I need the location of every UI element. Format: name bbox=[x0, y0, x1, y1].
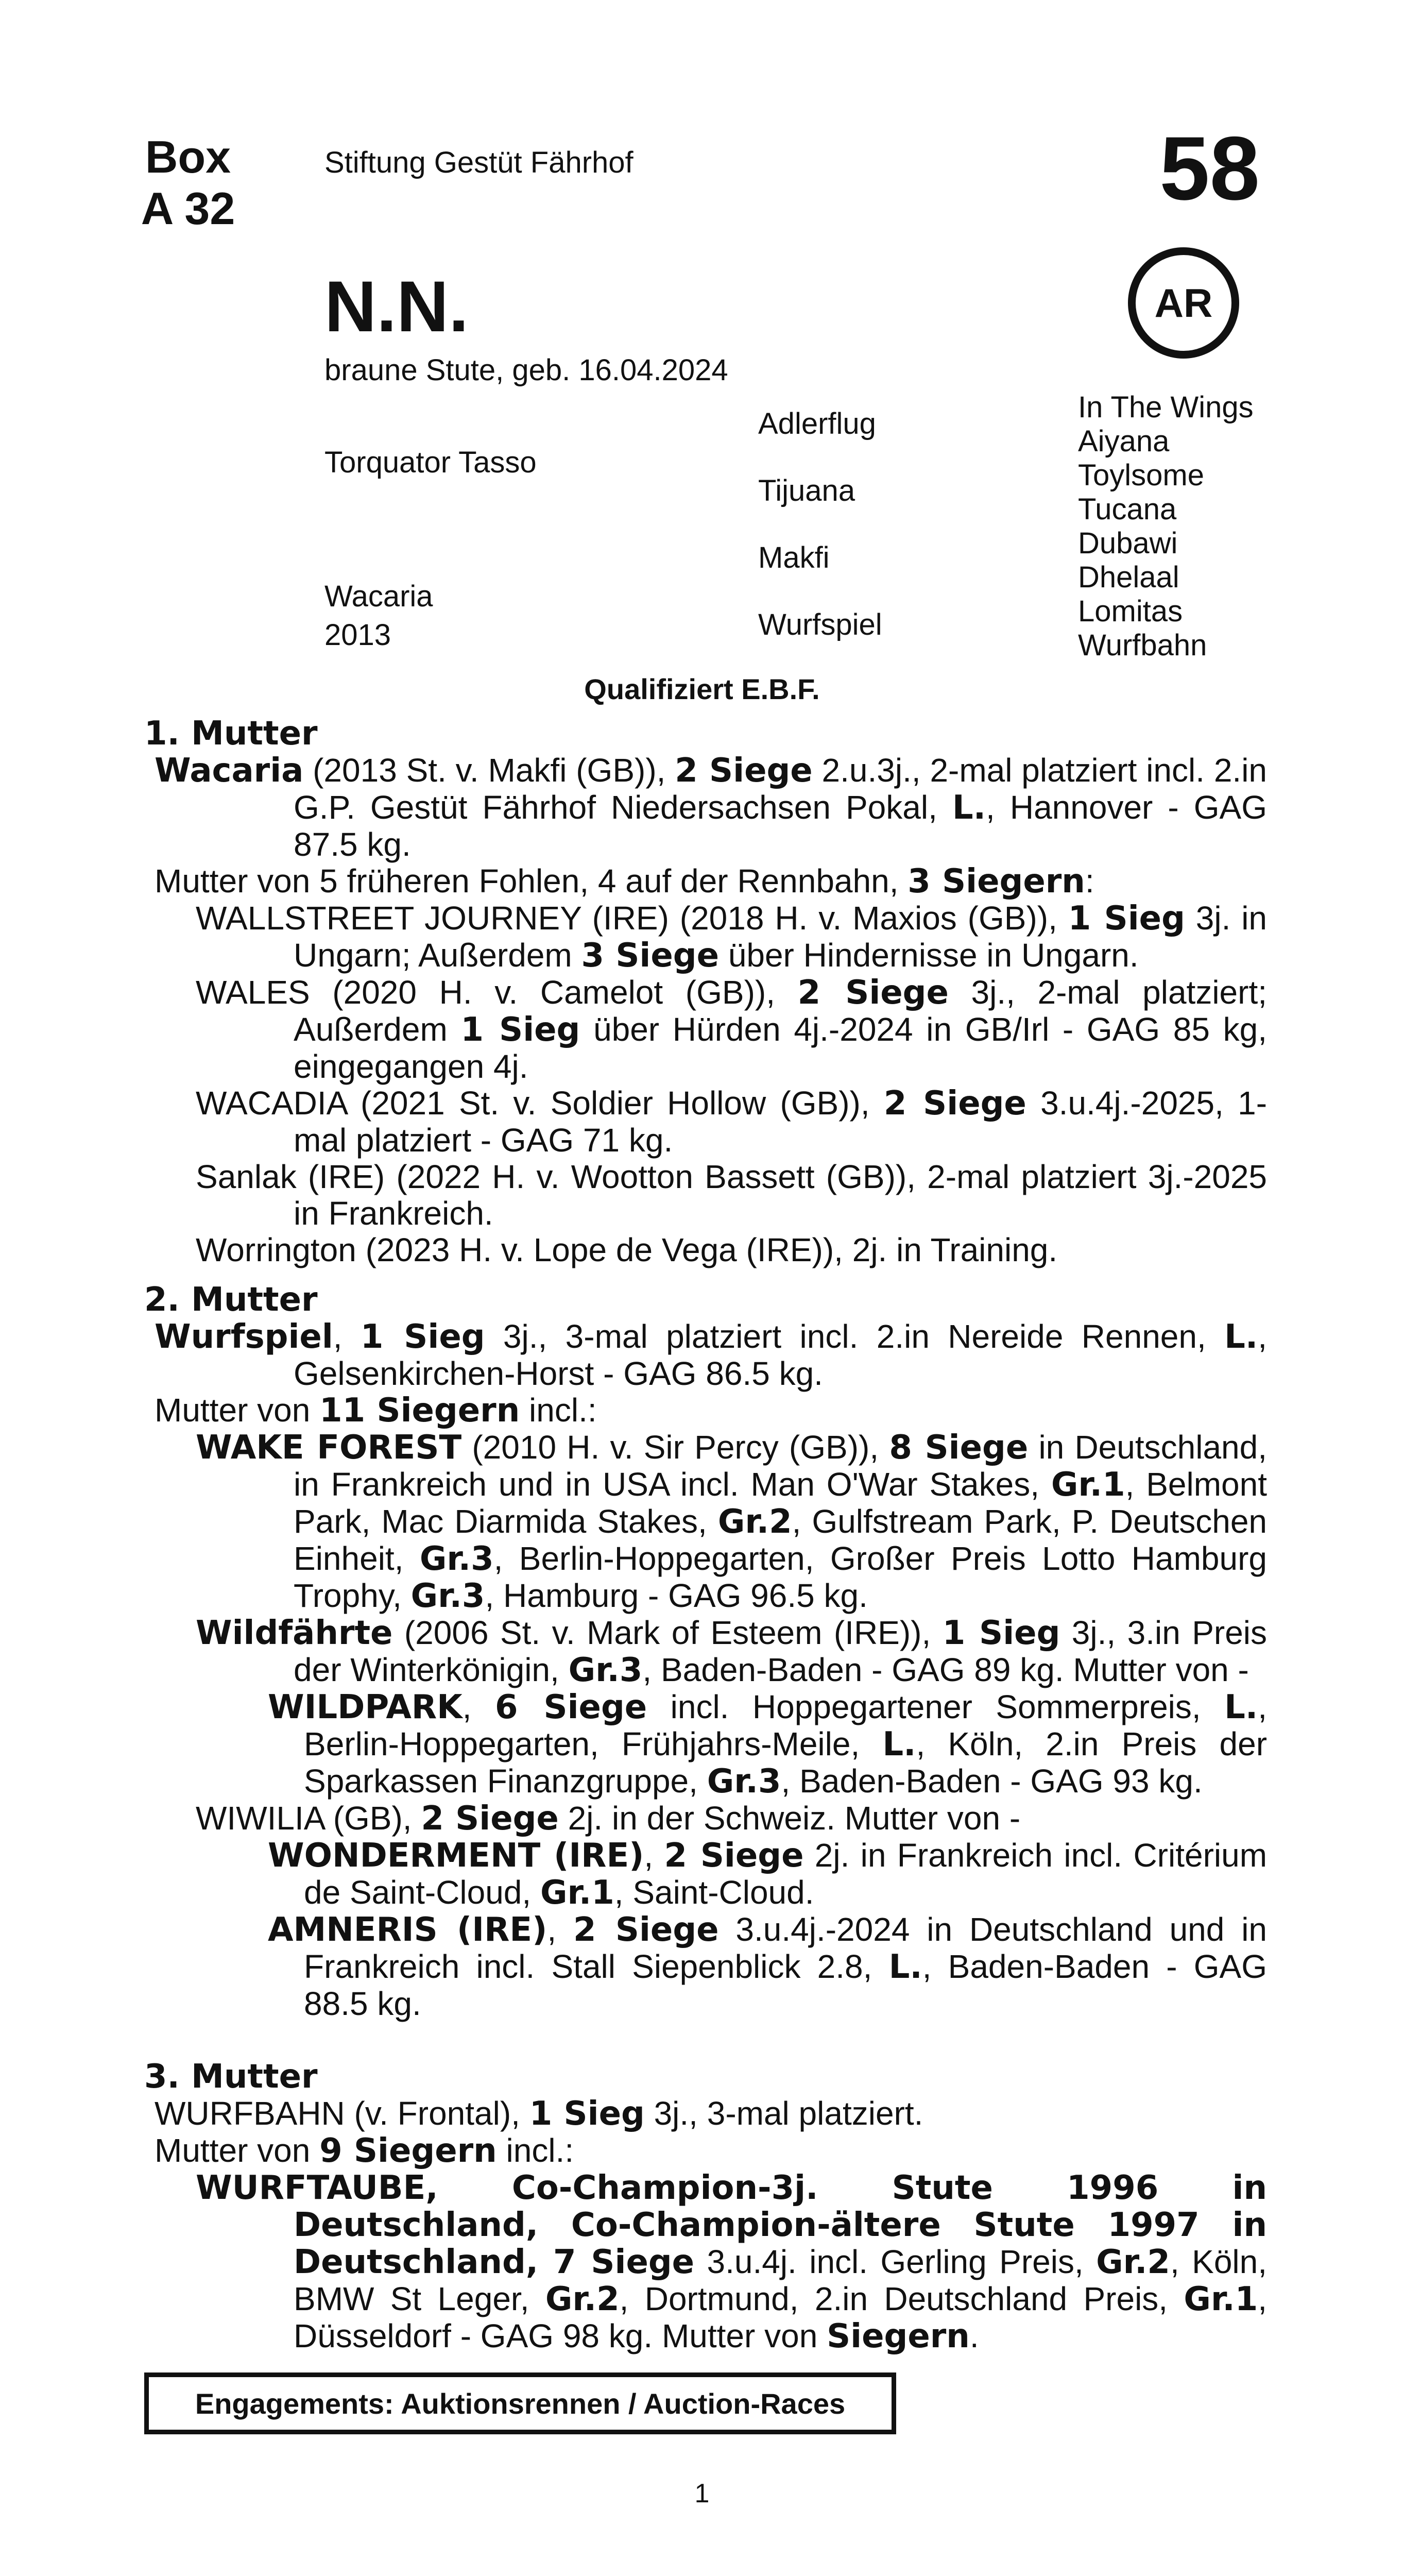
pedigree-great-grandparent: Aiyana bbox=[1078, 425, 1170, 458]
pedigree-great-grandparent: Toylsome bbox=[1078, 459, 1204, 492]
produce-entry: AMNERIS (IRE), 2 Siege 3.u.4j.-2024 in Deutschland und in Frankreich incl. Stall Siepenblick 2.8, L., Baden-Baden - GAG 88.5 kg. bbox=[268, 1911, 1268, 2022]
lot-number: 58 bbox=[1159, 118, 1260, 219]
pedigree-great-grandparent: In The Wings bbox=[1078, 391, 1254, 424]
produce-entry: WURFTAUBE, Co-Champion-3j. Stute 1996 in Deutschland, Co-Champion-ältere Stute 1997 in Deutschland, 7 Siege 3.u.4j. incl. Gerling Preis, Gr.2, Köln, BMW St Leger, Gr.2, Dortmund, 2.in Deutschland Preis, Gr.1, Düsseldorf - GAG 98 kg. Mutter von Siegern. bbox=[196, 2169, 1268, 2355]
pedigree-dam: Wacaria bbox=[324, 580, 433, 613]
third-dam-produce-intro: Mutter von 9 Siegern incl.: bbox=[155, 2132, 574, 2170]
qualification: Qualifiziert E.B.F. bbox=[584, 673, 820, 705]
pedigree-grandparent: Wurfspiel bbox=[758, 608, 882, 641]
ar-badge: AR bbox=[1128, 247, 1239, 359]
pedigree-grandparent: Tijuana bbox=[758, 474, 855, 507]
third-dam-entry: WURFBAHN (v. Frontal), 1 Sieg 3j., 3-mal platziert. bbox=[155, 2095, 923, 2133]
pedigree-great-grandparent: Dhelaal bbox=[1078, 561, 1179, 594]
horse-name: N.N. bbox=[324, 266, 469, 347]
box-label-line2: A 32 bbox=[141, 183, 235, 234]
engagements-box: Engagements: Auktionsrennen / Auction-Races bbox=[144, 2372, 896, 2434]
produce-entry: WALLSTREET JOURNEY (IRE) (2018 H. v. Maxios (GB)), 1 Sieg 3j. in Ungarn; Außerdem 3 Siege über Hindernisse in Ungarn. bbox=[196, 900, 1268, 975]
box-label-line1: Box bbox=[145, 131, 231, 182]
second-dam-entry: Wurfspiel, 1 Sieg 3j., 3-mal platziert incl. 2.in Nereide Rennen, L., Gelsenkirchen-Horst - GAG 86.5 kg. bbox=[155, 1318, 1268, 1392]
first-dam-heading: 1. Mutter bbox=[144, 715, 318, 753]
third-dam-section bbox=[144, 2058, 1267, 2355]
second-dam-heading: 2. Mutter bbox=[144, 1281, 318, 1319]
pedigree-great-grandparent: Lomitas bbox=[1078, 595, 1183, 628]
first-dam-section bbox=[144, 715, 1267, 1268]
produce-entry: WACADIA (2021 St. v. Soldier Hollow (GB)), 2 Siege 3.u.4j.-2025, 1-mal platziert - GAG 71 kg. bbox=[196, 1084, 1268, 1159]
produce-entry: Sanlak (IRE) (2022 H. v. Wootton Bassett (GB)), 2-mal platziert 3j.-2025 in Frankreich. bbox=[196, 1158, 1267, 1232]
first-dam-produce-intro: Mutter von 5 früheren Fohlen, 4 auf der Rennbahn, 3 Siegern: bbox=[155, 862, 1094, 901]
produce-entry: Wildfährte (2006 St. v. Mark of Esteem (IRE)), 1 Sieg 3j., 3.in Preis der Winterkönigin, Gr.3, Baden-Baden - GAG 89 kg. Mutter von - bbox=[196, 1614, 1268, 1689]
pedigree-dam-year: 2013 bbox=[324, 618, 391, 652]
third-dam-heading: 3. Mutter bbox=[144, 2058, 318, 2096]
horse-description: braune Stute, geb. 16.04.2024 bbox=[324, 353, 728, 387]
pedigree-great-grandparent: Wurfbahn bbox=[1078, 629, 1207, 662]
pedigree-sire: Torquator Tasso bbox=[324, 446, 537, 479]
pedigree-grandparent: Adlerflug bbox=[758, 407, 876, 440]
pedigree-grandparent: Makfi bbox=[758, 541, 830, 574]
produce-entry: WALES (2020 H. v. Camelot (GB)), 2 Siege 3j., 2-mal platziert; Außerdem 1 Sieg über Hürden 4j.-2024 in GB/Irl - GAG 85 kg, eingegangen 4j. bbox=[196, 974, 1268, 1085]
pedigree-great-grandparent: Dubawi bbox=[1078, 527, 1178, 560]
box-label bbox=[118, 131, 258, 234]
first-dam-entry: Wacaria (2013 St. v. Makfi (GB)), 2 Siege 2.u.3j., 2-mal platziert incl. 2.in G.P. Gestüt Fährhof Niedersachsen Pokal, L., Hannover - GAG 87.5 kg. bbox=[155, 752, 1268, 863]
produce-entry: WIWILIA (GB), 2 Siege 2j. in der Schweiz. Mutter von - bbox=[196, 1800, 1021, 1838]
produce-entry: WILDPARK, 6 Siege incl. Hoppegartener Sommerpreis, L., Berlin-Hoppegarten, Frühjahrs-Meile, L., Köln, 2.in Preis der Sparkassen Finanzgruppe, Gr.3, Baden-Baden - GAG 93 kg. bbox=[268, 1688, 1268, 1801]
produce-entry: WONDERMENT (IRE), 2 Siege 2j. in Frankreich incl. Critérium de Saint-Cloud, Gr.1, Saint-Cloud. bbox=[268, 1837, 1268, 1912]
produce-entry: Worrington (2023 H. v. Lope de Vega (IRE)), 2j. in Training. bbox=[196, 1231, 1058, 1268]
second-dam-produce-intro: Mutter von 11 Siegern incl.: bbox=[155, 1392, 597, 1430]
owner-name: Stiftung Gestüt Fährhof bbox=[324, 146, 633, 179]
second-dam-section bbox=[144, 1281, 1267, 2022]
pedigree-great-grandparent: Tucana bbox=[1078, 493, 1177, 526]
page-number: 1 bbox=[694, 2479, 710, 2509]
produce-entry: WAKE FOREST (2010 H. v. Sir Percy (GB)), 8 Siege in Deutschland, in Frankreich und in USA incl. Man O'War Stakes, Gr.1, Belmont Park, Mac Diarmida Stakes, Gr.2, Gulfstream Park, P. Deutschen Einheit, Gr.3, Berlin-Hoppegarten, Großer Preis Lotto Hamburg Trophy, Gr.3, Hamburg - GAG 96.5 kg. bbox=[196, 1429, 1268, 1615]
